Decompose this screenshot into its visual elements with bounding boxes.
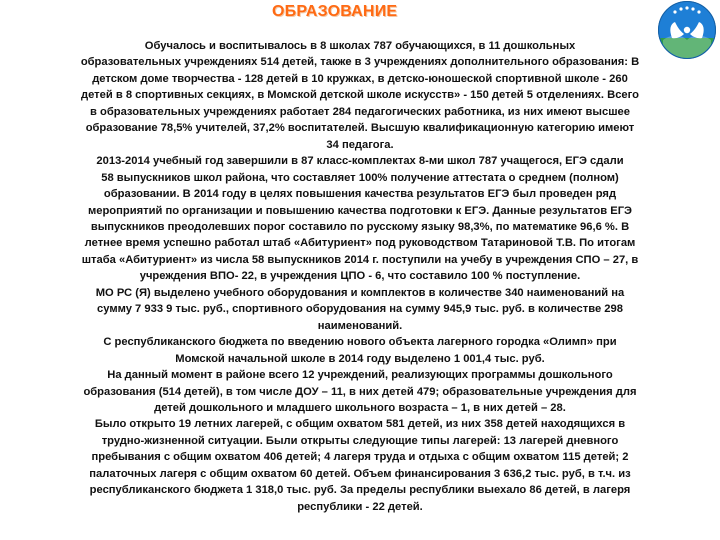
text-line: 2013-2014 учебный год завершили в 87 класс-комплектах 8-ми школ 787 учащегося, ЕГЭ сдали	[96, 155, 624, 168]
text-line: образовательных учреждениях 514 детей, также в 3 учреждениях дополнительного образования: В	[80, 56, 640, 69]
text-line: С республиканского бюджета по введению нового объекта лагерного городка «Олимп» при	[103, 336, 617, 349]
page-title: ОБРАЗОВАНИЕ	[272, 3, 398, 20]
text-line: палаточных лагеря с общим охватом 60 детей. Объем финансирования 3 636,2 тыс. руб, в т.ч. из	[89, 467, 631, 480]
text-line: наименований.	[317, 319, 403, 332]
text-line: образование 78,5% учителей, 37,2% воспитателей. Высшую квалификационную категорию имеют	[85, 122, 635, 135]
text-line: летнее время успешно работал штаб «Абитуриент» под руководством Татариновой Т.В. По итогам	[84, 237, 636, 250]
text-line: Обучалось и воспитывалось в 8 школах 787 обучающихся, в 11 дошкольных	[144, 40, 576, 52]
body-text	[2, 38, 718, 515]
text-line: образовании. В 2014 году в целях повышения качества результатов ЕГЭ был проведен ряд	[103, 188, 617, 201]
text-line: трудно-жизненной ситуации. Были открыты следующие типы лагерей: 13 лагерей дневного	[101, 434, 619, 447]
text-line: Было открыто 19 летних лагерей, с общим охватом 581 детей, из них 358 детей находящихся в	[94, 418, 626, 431]
text-line: выпускников преодолевших порог составило по русскому языку 98,3%, по математике 96,6 %. В	[90, 220, 630, 233]
text-line: детей в 8 спортивных секциях, в Момской детской школе искусств» - 150 детей 5 отделениях. Всего	[81, 89, 639, 102]
text-line: учреждения ВПО- 22, в учреждения ЦПО - 6, что составило 100 % поступление.	[139, 270, 581, 283]
text-line: МО РС (Я) выделено учебного оборудования и комплектов в количестве 340 наименований на	[95, 286, 625, 299]
text-line: штаба «Абитуриент» из числа 58 выпускников 2014 г. поступили на учебу в учреждения СПО – 27, в	[81, 253, 639, 266]
text-line: в образовательных учреждениях работает 284 педагогических работника, из них имеют высшее	[90, 105, 630, 118]
text-line: детей дошкольного и младшего школьного возраста – 1, в них детей – 28.	[154, 401, 566, 414]
text-line: республиканского бюджета 1 318,0 тыс. руб. За пределы республики выехало 86 детей, в лагеря	[89, 484, 631, 497]
text-line: 34 педагога.	[326, 138, 394, 151]
text-line: детском доме творчества - 128 детей в 10 кружках, в детско-юношеской спортивной школе - 260	[92, 72, 628, 85]
text-line: образования (514 детей), в том числе ДОУ – 11, в них детей 479; образовательные учреждения для	[83, 385, 637, 398]
text-line: 58 выпускников школ района, что составляет 100% получение аттестата о среднем (полном)	[101, 171, 619, 184]
text-line: пребывания с общим охватом 406 детей; 4 лагеря труда и отдыха с общим охватом 115 детей; 2	[91, 451, 629, 464]
text-line: сумму 7 933 9 тыс. руб., спортивного оборудования на сумму 945,9 тыс. руб. в количестве 298	[97, 303, 623, 316]
text-line: Момской начальной школе в 2014 году выделено 1 001,4 тыс. руб.	[175, 352, 545, 365]
text-line: мероприятий по организации и повышению качества подготовки к ЕГЭ. Данные результатов ЕГЭ	[87, 204, 633, 217]
text-line: На данный момент в районе всего 12 учреждений, реализующих программы дошкольного	[107, 369, 613, 382]
text-line: республики - 22 детей.	[297, 500, 423, 513]
